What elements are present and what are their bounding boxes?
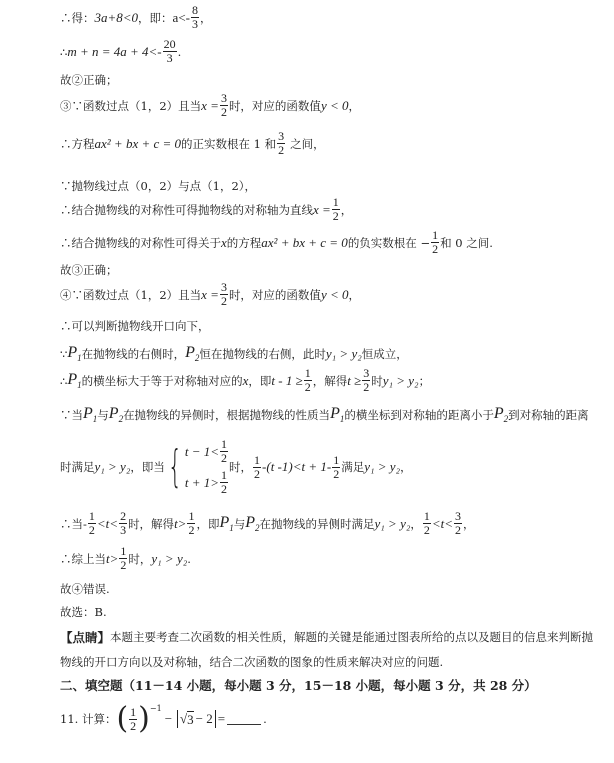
answer-blank[interactable] xyxy=(227,714,261,725)
math: 1 xyxy=(229,523,234,534)
text: ∵ xyxy=(60,346,68,361)
inequality-system xyxy=(185,438,229,496)
text: 的横坐标大于等于对称轴对应的 xyxy=(81,373,243,388)
math: 2 xyxy=(503,414,509,425)
line-14 xyxy=(60,405,589,424)
fraction xyxy=(129,706,137,733)
line-21 xyxy=(60,654,443,670)
line-13 xyxy=(60,367,430,394)
point-p2 xyxy=(494,405,508,424)
text: 时，解得 xyxy=(128,516,175,531)
text: 的负实数根在 − xyxy=(347,235,431,250)
math: 2 xyxy=(194,353,200,364)
heading-text: 二、填空题（11－14 小题，每小题 3 分，15－18 小题，每小题 3 分，共 28 分） xyxy=(60,678,537,693)
fraction xyxy=(220,92,228,119)
math: x xyxy=(221,234,227,250)
math: <t< xyxy=(96,515,119,531)
denominator: 2 xyxy=(423,523,430,537)
denominator: 2 xyxy=(221,482,228,496)
point-p2 xyxy=(185,344,199,363)
text: ∴得： xyxy=(60,10,95,25)
denominator: 3 xyxy=(166,51,173,65)
math: 3a+8<0 xyxy=(94,9,139,25)
line-10 xyxy=(60,281,360,308)
math: y₁ > y₂ xyxy=(325,345,362,361)
math: 2 xyxy=(118,414,124,425)
line-1 xyxy=(60,4,211,31)
text: 的正实数根在 1 和 xyxy=(181,136,277,151)
math: y₁ > y₂ xyxy=(94,459,131,474)
point-p1 xyxy=(219,514,233,533)
text: ∵当 xyxy=(60,407,83,422)
numerator: 1 xyxy=(432,228,439,242)
point-p1 xyxy=(83,405,97,424)
sqrt-symbol: √ xyxy=(180,711,188,726)
fraction xyxy=(163,38,177,65)
numerator: 1 xyxy=(221,468,228,482)
text: 时 xyxy=(371,373,383,388)
text: 时，对应的函数值 xyxy=(228,287,321,302)
denominator: 2 xyxy=(254,466,261,481)
text: ∴ xyxy=(60,373,68,388)
fraction xyxy=(220,281,228,308)
text: ，即 xyxy=(196,516,220,531)
left-brace: { xyxy=(167,441,182,492)
math: P xyxy=(67,370,78,388)
point-p1 xyxy=(330,405,344,424)
line-17 xyxy=(60,545,191,572)
denominator: 2 xyxy=(88,523,95,537)
math: y < 0 xyxy=(320,286,349,302)
fraction xyxy=(220,469,228,496)
numerator: 3 xyxy=(363,366,370,380)
numerator: 20 xyxy=(163,37,176,51)
math: 1 xyxy=(92,414,98,425)
numerator: 3 xyxy=(220,280,227,294)
line-5 xyxy=(60,130,325,157)
math: y₁ > y₂ xyxy=(374,515,411,531)
math: − xyxy=(164,711,173,726)
text: 与 xyxy=(233,516,246,531)
text: ∴可以判断抛物线开口向下， xyxy=(60,319,210,333)
point-p1 xyxy=(67,371,81,390)
line-8 xyxy=(60,229,493,256)
text: 物线的开口方向以及对称轴，结合二次函数的图象的性质来解决对应的问题. xyxy=(60,655,444,669)
line-7 xyxy=(60,196,352,223)
math: ax² + bx + c = 0 xyxy=(261,234,348,250)
fraction xyxy=(191,4,199,31)
numerator: 1 xyxy=(120,544,127,558)
fraction xyxy=(362,367,370,394)
point-p1 xyxy=(67,344,81,363)
section-heading xyxy=(60,676,537,694)
math: y₁ > y₂ xyxy=(364,459,401,474)
math: P xyxy=(67,344,78,361)
denominator: 2 xyxy=(221,451,228,465)
numerator: 2 xyxy=(120,509,127,523)
numerator: 1 xyxy=(423,509,430,523)
right-paren: ) xyxy=(138,701,150,736)
text: ∴ xyxy=(60,44,68,59)
fraction xyxy=(454,510,462,537)
text: ，解得 xyxy=(312,373,348,388)
math: 2 xyxy=(255,523,260,534)
line-20 xyxy=(60,628,593,646)
math: − 2 xyxy=(195,711,213,726)
text: 到对称轴的距离 xyxy=(508,407,589,422)
fraction xyxy=(88,510,96,537)
math: 3 xyxy=(187,711,194,727)
line-12 xyxy=(60,344,408,363)
math: m + n = 4a + 4<- xyxy=(67,43,162,59)
math: P xyxy=(185,344,195,361)
text: 时， xyxy=(229,460,253,474)
text: . xyxy=(177,44,182,59)
numerator: 1 xyxy=(254,452,261,467)
denominator: 2 xyxy=(432,242,439,256)
text: ∵抛物线过点（0，2）与点（1，2）， xyxy=(60,179,257,193)
fraction xyxy=(277,130,285,157)
fraction xyxy=(119,545,127,572)
abs-bar-left xyxy=(177,710,178,728)
math: y < 0 xyxy=(320,97,349,113)
text: 故选：B. xyxy=(60,605,107,619)
numerator: 1 xyxy=(304,366,311,380)
math: t> xyxy=(174,515,187,531)
text: 故②正确； xyxy=(60,73,118,87)
point-p2 xyxy=(109,405,123,424)
line-4 xyxy=(60,92,360,119)
math: x xyxy=(242,372,249,388)
text: 时，对应的函数值 xyxy=(228,98,321,113)
denominator: 2 xyxy=(130,718,137,733)
math: y₁ > y₂ xyxy=(382,372,419,388)
text: 恒成立， xyxy=(361,346,408,361)
math: t> xyxy=(106,550,119,566)
fraction xyxy=(431,229,439,256)
numerator: 8 xyxy=(191,3,198,17)
text: ，即当 xyxy=(130,460,165,474)
text: ， xyxy=(400,460,412,474)
math: P xyxy=(219,513,230,531)
exponent: −1 xyxy=(149,704,162,713)
math: P xyxy=(245,513,256,531)
denominator: 2 xyxy=(333,466,340,481)
math: x = xyxy=(201,286,219,302)
fraction xyxy=(187,510,195,537)
denominator: 2 xyxy=(278,143,285,157)
fraction xyxy=(304,367,312,394)
text: ∴结合抛物线的对称性可得抛物线的对称轴为直线 xyxy=(60,202,313,217)
text: ； xyxy=(418,373,431,388)
numerator: 3 xyxy=(220,91,227,105)
numerator: 1 xyxy=(130,704,137,719)
line-6 xyxy=(60,178,256,194)
text: 故④错误. xyxy=(60,582,110,596)
math: t + 1> xyxy=(184,474,220,490)
text: 的横坐标到对称轴的距离小于 xyxy=(344,407,494,422)
text: 与 xyxy=(97,407,109,422)
line-3 xyxy=(60,72,118,88)
line-15 xyxy=(60,438,412,496)
text: ，即 xyxy=(248,373,272,388)
math: P xyxy=(493,405,504,422)
math: a<- xyxy=(172,9,190,25)
denominator: 2 xyxy=(304,380,311,394)
math: = xyxy=(217,711,226,726)
denominator: 2 xyxy=(363,380,370,394)
fraction xyxy=(332,454,340,481)
numerator: 1 xyxy=(221,437,228,451)
text: 和 0 之间. xyxy=(440,235,493,250)
line-18 xyxy=(60,581,110,597)
denominator: 2 xyxy=(188,523,195,537)
text: 故③正确； xyxy=(60,263,118,277)
numerator: 1 xyxy=(332,195,339,209)
numerator: 1 xyxy=(333,452,340,467)
denominator: 2 xyxy=(332,209,339,223)
numerator: 3 xyxy=(455,509,462,523)
denominator: 2 xyxy=(220,105,227,119)
text: 之间， xyxy=(290,136,325,151)
text: ， xyxy=(410,516,422,531)
text: ∴方程 xyxy=(60,136,95,151)
math: x = xyxy=(201,97,219,113)
text: ， xyxy=(463,516,475,531)
text: ， xyxy=(348,287,360,302)
text: 本题主要考查二次函数的相关性质，解题的关键是能通过图表所给的点以及题目的信息来判断抛 xyxy=(110,630,594,644)
math: x = xyxy=(313,201,331,217)
math: P xyxy=(108,405,119,422)
numerator: 3 xyxy=(278,129,285,143)
math: -(t -1)<t + 1- xyxy=(262,459,332,474)
math: P xyxy=(83,405,93,422)
text: 时， xyxy=(128,551,152,566)
abs-bar-right xyxy=(215,710,216,728)
math: P xyxy=(330,405,340,422)
numerator: 1 xyxy=(88,509,95,523)
numerator: 1 xyxy=(188,509,195,523)
text: ∴综上当 xyxy=(60,551,106,566)
text: 的方程 xyxy=(226,235,262,250)
text: 满足 xyxy=(341,460,365,474)
comment-tag: 【点睛】 xyxy=(60,630,111,645)
line-19 xyxy=(60,604,107,620)
text: ∴当- xyxy=(60,516,87,531)
math: t - 1 ≥ xyxy=(271,372,303,388)
fraction xyxy=(119,510,127,537)
question-11 xyxy=(60,701,267,736)
math: 1 xyxy=(77,380,82,391)
math: ax² + bx + c = 0 xyxy=(94,135,182,151)
math: t ≥ xyxy=(347,372,362,388)
math: t − 1< xyxy=(184,443,220,459)
left-paren: ( xyxy=(116,701,129,736)
fraction xyxy=(253,454,261,481)
fraction xyxy=(332,196,340,223)
denominator: 2 xyxy=(220,294,227,308)
text: . xyxy=(263,712,267,726)
text: 在抛物线的异侧时，根据抛物线的性质当 xyxy=(123,407,331,422)
text: ， xyxy=(348,98,360,113)
text: ， xyxy=(199,10,212,25)
text: 恒在抛物线的右侧，此时 xyxy=(199,346,326,361)
denominator: 2 xyxy=(455,523,462,537)
denominator: 3 xyxy=(191,17,198,31)
text: ③∵函数过点（1，2）且当 xyxy=(60,98,202,113)
denominator: 3 xyxy=(120,523,127,537)
text: ，即： xyxy=(138,10,173,25)
text: . xyxy=(187,551,191,566)
math: y₁ > y₂ xyxy=(151,550,188,566)
text: ∴结合抛物线的对称性可得关于 xyxy=(60,235,221,250)
math: 1 xyxy=(339,414,345,425)
text: 在抛物线的右侧时， xyxy=(81,346,186,361)
text: ， xyxy=(340,202,353,217)
question-label: 11. 计算： xyxy=(60,712,117,726)
line-11 xyxy=(60,318,210,334)
fraction xyxy=(220,438,228,465)
line-2 xyxy=(60,38,181,65)
text: ④∵函数过点（1，2）且当 xyxy=(60,287,202,302)
math: 1 xyxy=(77,353,82,364)
text: 时满足 xyxy=(60,460,95,474)
line-9 xyxy=(60,262,118,278)
fraction xyxy=(423,510,431,537)
text: 在抛物线的异侧时满足 xyxy=(259,516,375,531)
point-p2 xyxy=(245,514,259,533)
line-16 xyxy=(60,510,475,537)
math: <t< xyxy=(431,515,454,531)
denominator: 2 xyxy=(120,558,127,572)
